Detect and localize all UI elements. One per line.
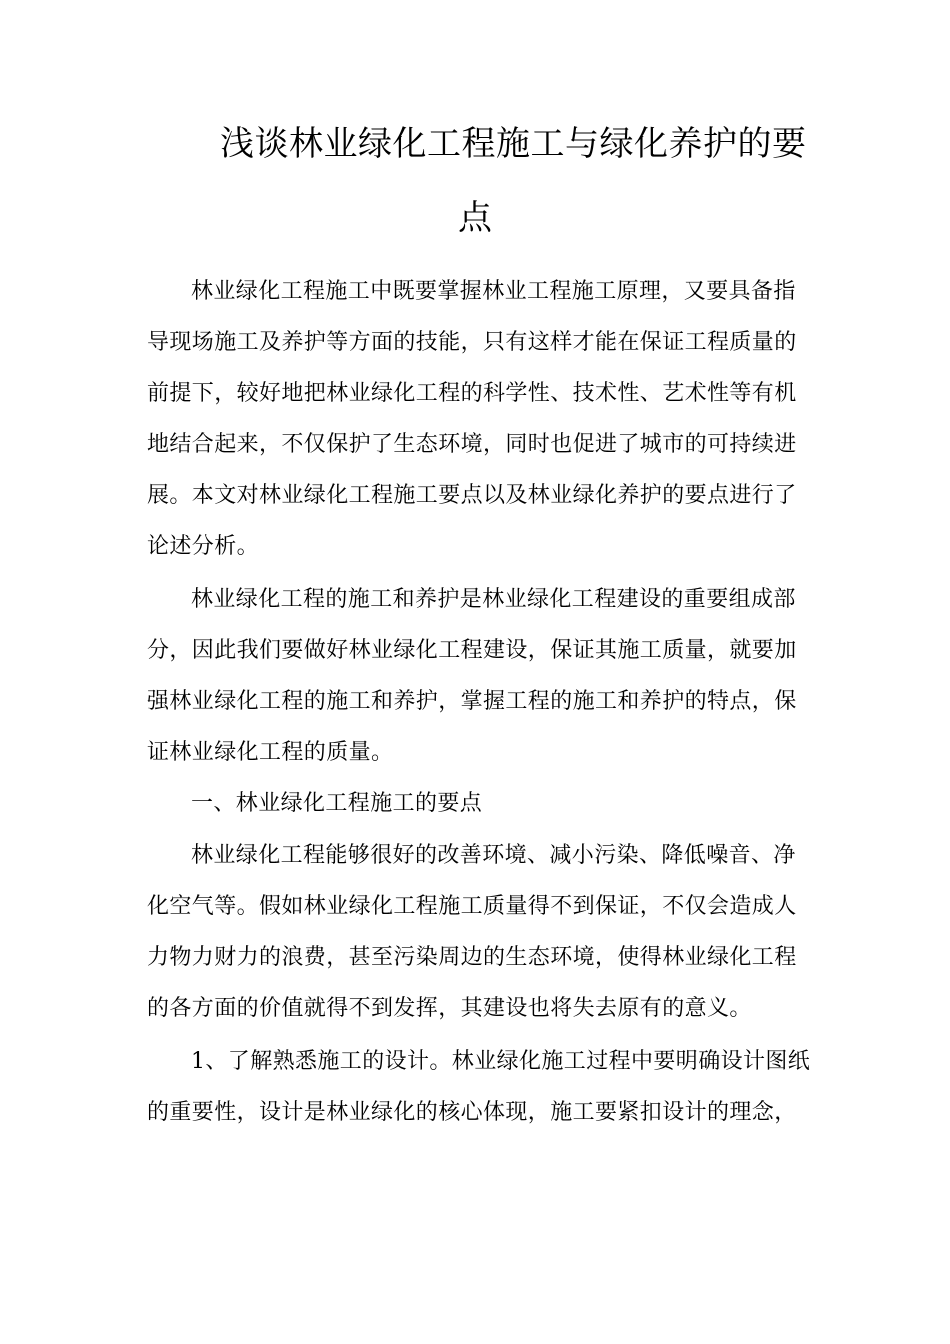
paragraph-1-line-1: 林业绿化工程施工中既要掌握林业工程施工原理，又要具备指 [191, 279, 796, 304]
paragraph-2-line-2: 分，因此我们要做好林业绿化工程建设，保证其施工质量，就要加 [147, 638, 797, 663]
paragraph-1-line-3: 前提下，较好地把林业绿化工程的科学性、技术性、艺术性等有机 [147, 381, 797, 406]
section-heading-1: 一、林业绿化工程施工的要点 [191, 791, 483, 816]
paragraph-1-line-2: 导现场施工及养护等方面的技能，只有这样才能在保证工程质量的 [147, 330, 797, 355]
paragraph-1-line-6: 论述分析。 [147, 534, 260, 559]
document-title-line-2: 点 [458, 198, 493, 238]
paragraph-2-line-3: 强林业绿化工程的施工和养护，掌握工程的施工和养护的特点，保 [147, 689, 797, 714]
paragraph-1-line-4: 地结合起来，不仅保护了生态环境，同时也促进了城市的可持续进 [147, 432, 797, 457]
paragraph-2-line-1: 林业绿化工程的施工和养护是林业绿化工程建设的重要组成部 [191, 587, 796, 612]
paragraph-1-line-5: 展。本文对林业绿化工程施工要点以及林业绿化养护的要点进行了 [147, 483, 797, 508]
document-title-line-1: 浅谈林业绿化工程施工与绿化养护的要 [220, 124, 807, 164]
paragraph-4-line-2: 的重要性，设计是林业绿化的核心体现，施工要紧扣设计的理念， [147, 1100, 797, 1125]
paragraph-3-line-1: 林业绿化工程能够很好的改善环境、减小污染、降低噪音、净 [191, 843, 796, 868]
paragraph-3-line-3: 力物力财力的浪费，甚至污染周边的生态环境，使得林业绿化工程 [147, 945, 797, 970]
paragraph-3-line-2: 化空气等。假如林业绿化工程施工质量得不到保证，不仅会造成人 [147, 894, 797, 919]
paragraph-4-line-1: 1、了解熟悉施工的设计。林业绿化施工过程中要明确设计图纸 [191, 1049, 811, 1074]
paragraph-2-line-4: 证林业绿化工程的质量。 [147, 740, 394, 765]
paragraph-3-line-4: 的各方面的价值就得不到发挥，其建设也将失去原有的意义。 [147, 996, 752, 1021]
